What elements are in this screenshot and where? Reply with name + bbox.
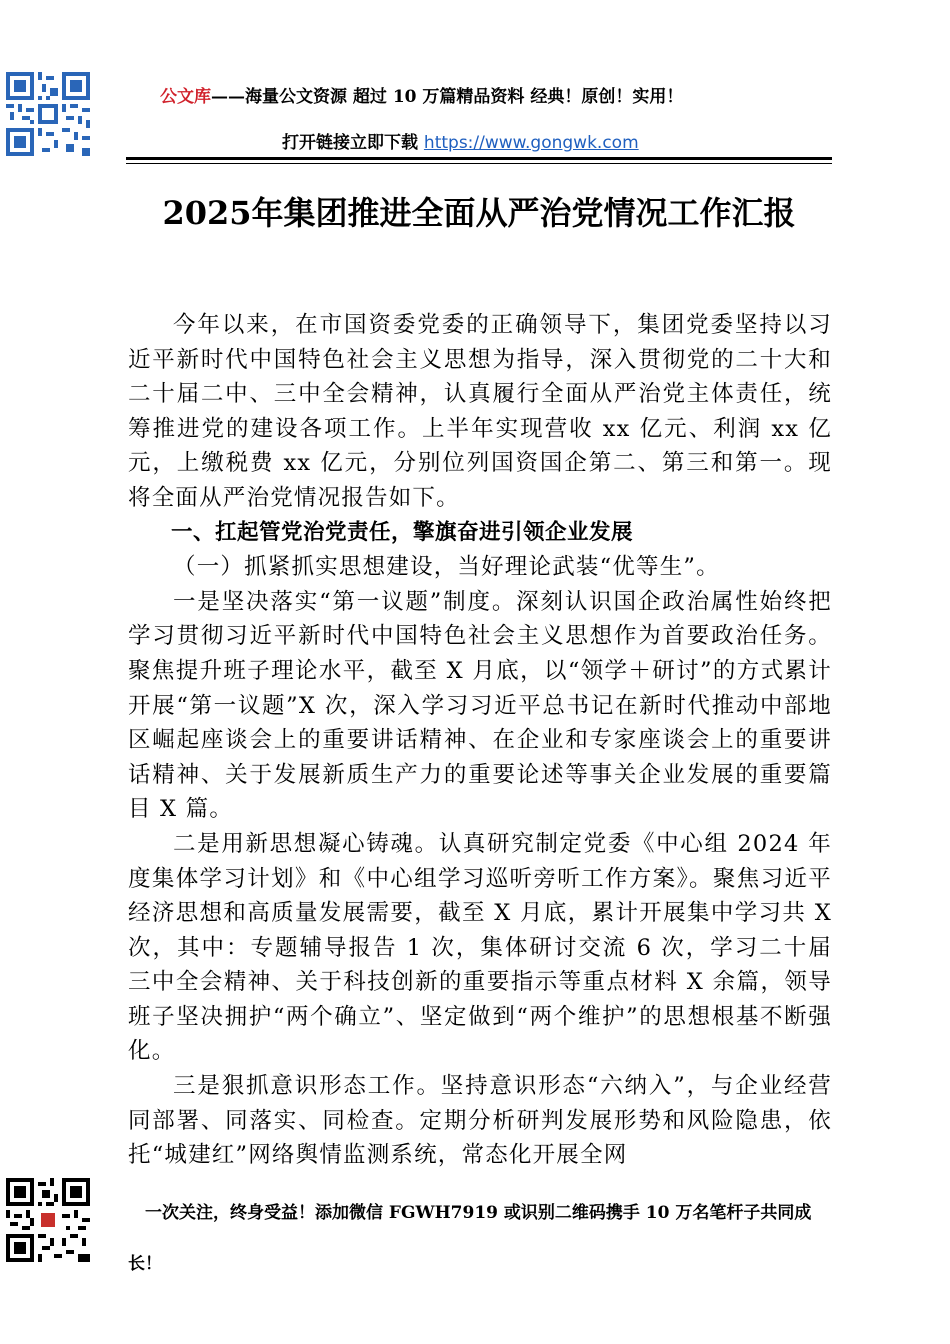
subsection-heading: （一）抓紧抓实思想建设，当好理论武装“优等生”。 (173, 554, 720, 581)
body-paragraph: 一是坚决落实“第一议题”制度。深刻认识国企政治属性始终把学习贯彻习近平新时代中国特色社会主义思想作为首要政治任务。聚焦提升班子理论水平，截至 X 月底，以“领学＋研讨”的方式累计开展“第一议题”X 次，深入学习习近平总书记在新时代推动中部地区崛起座谈会上的重要讲话精神、在企业和专家座谈会上的重要讲话精神、关于发展新质生产力的重要论述等事关企业发展的重要篇目 X 篇。 (128, 588, 832, 823)
website-link[interactable]: https://www.gongwk.com (423, 133, 639, 153)
qr-code-icon (6, 1178, 90, 1262)
body-paragraph: 二是用新思想凝心铸魂。认真研究制定党委《中心组 2024 年度集体学习计划》和《中心组学习巡听旁听工作方案》。聚焦习近平经济思想和高质量发展需要，截至 X 月底，累计开展集中学习共 X 次，其中：专题辅导报告 1 次，集体研讨交流 6 次，学习二十届三中全会精神、关于科技创新的重要指示等重点材料 X 余篇，领导班子坚决拥护“两个确立”、坚定做到“两个维护”的思想根基不断强化。 (128, 830, 832, 1065)
qr-code-icon (6, 72, 90, 156)
section-heading: 一、扛起管党治党责任，擎旗奋进引领企业发展 (171, 519, 634, 545)
download-line (282, 128, 782, 153)
footer-promo: 一次关注，终身受益！添加微信 FGWH7919 或识别二维码携手 10 万名笔杆子共同成长！ (128, 1203, 812, 1274)
document-body (128, 308, 832, 1173)
header-tagline: ——海量公文资源 超过 10 万篇精品资料 经典！原创！实用！ (211, 87, 684, 107)
header-divider-thin (126, 163, 832, 164)
header-banner (160, 82, 800, 107)
intro-paragraph: 今年以来，在市国资委党委的正确领导下，集团党委坚持以习近平新时代中国特色社会主义思想为指导，深入贯彻党的二十大和二十届二中、三中全会精神，认真履行全面从严治党主体责任，统筹推进党的建设各项工作。上半年实现营收 xx 亿元、利润 xx 亿元，上缴税费 xx 亿元，分别位列国资国企第二、第三和第一。现将全面从严治党情况报告如下。 (128, 312, 832, 511)
document-title: 2025年集团推进全面从严治党情况工作汇报 (162, 194, 796, 232)
header-divider-thick (126, 157, 832, 160)
download-prefix: 打开链接立即下载 (282, 133, 424, 153)
body-paragraph: 三是狠抓意识形态工作。坚持意识形态“六纳入”，与企业经营同部署、同落实、同检查。定期分析研判发展形势和风险隐患，依托“城建红”网络舆情监测系统，常态化开展全网 (128, 1073, 832, 1169)
brand-name: 公文库 (160, 87, 211, 107)
